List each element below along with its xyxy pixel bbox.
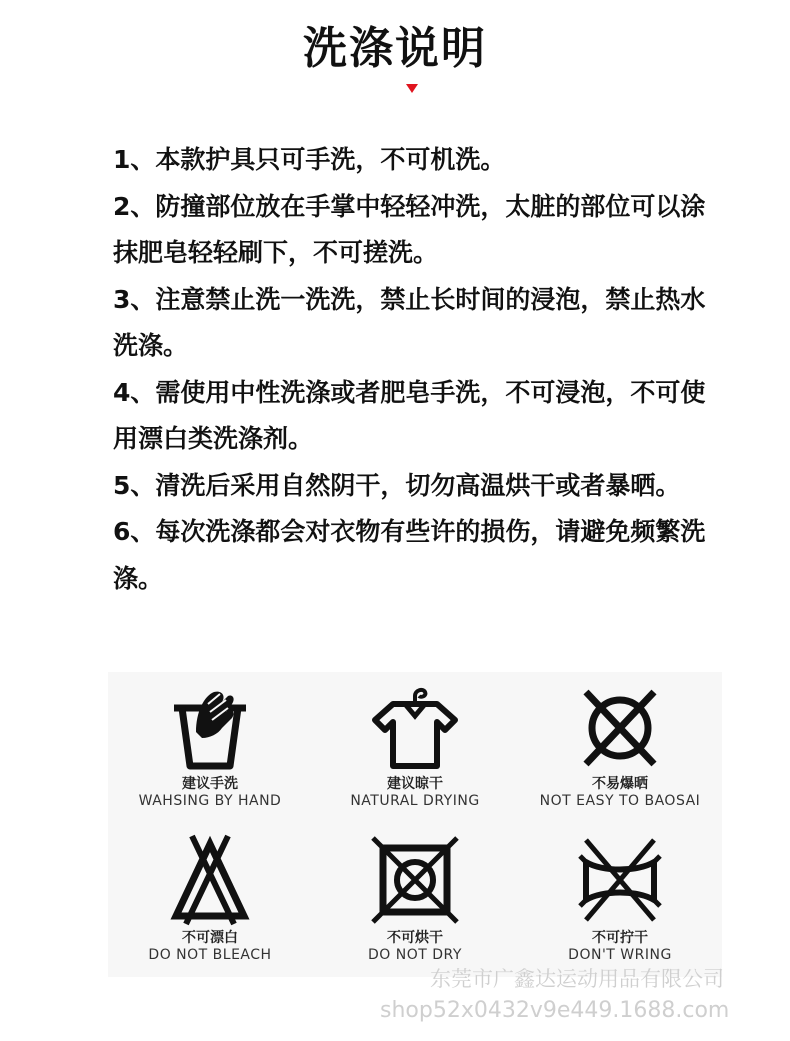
symbol-label-en: NOT EASY TO BAOSAI xyxy=(539,793,701,809)
care-symbol xyxy=(518,832,722,982)
symbol-label-en: DO NOT DRY xyxy=(368,947,462,963)
symbol-label-en: WAHSING BY HAND xyxy=(138,793,282,809)
no-bleach-icon xyxy=(162,832,258,928)
instruction-item: 4、需使用中性洗涤或者肥皂手洗，不可浸泡，不可使用漂白类洗涤剂。 xyxy=(113,377,706,453)
instruction-item: 3、注意禁止洗一洗洗，禁止长时间的浸泡，禁止热水洗涤。 xyxy=(113,284,706,360)
hand-wash-icon xyxy=(162,682,258,774)
page-title: 洗涤说明 xyxy=(303,23,487,74)
care-symbol xyxy=(313,832,517,982)
watermark-company: 东莞市广鑫达运动用品有限公司 xyxy=(430,967,724,991)
symbol-label-cn: 不可漂白 xyxy=(182,930,238,946)
care-symbol xyxy=(108,682,312,832)
symbol-label-cn: 建议晾干 xyxy=(387,776,443,792)
symbol-label-cn: 建议手洗 xyxy=(182,776,238,792)
no-wring-icon xyxy=(572,832,668,928)
symbol-label-en: NATURAL DRYING xyxy=(350,793,480,809)
instruction-item: 6、每次洗涤都会对衣物有些许的损伤，请避免频繁洗涤。 xyxy=(113,517,706,593)
symbol-label-cn: 不易爆晒 xyxy=(592,776,648,792)
care-symbols-panel xyxy=(108,672,722,977)
instruction-item: 2、防撞部位放在手掌中轻轻冲洗，太脏的部位可以涂抹肥皂轻轻刷下，不可搓洗。 xyxy=(113,191,706,267)
instruction-item: 1、本款护具只可手洗，不可机洗。 xyxy=(113,145,506,174)
hanging-shirt-icon xyxy=(367,682,463,774)
symbol-label-en: DO NOT BLEACH xyxy=(148,947,272,963)
down-triangle-icon xyxy=(406,84,418,93)
instruction-list xyxy=(113,137,723,602)
symbol-label-en: DON'T WRING xyxy=(568,947,672,963)
watermark-shop-url: shop52x0432v9e449.1688.com xyxy=(380,998,730,1023)
no-tumble-dry-icon xyxy=(367,832,463,928)
symbol-label-cn: 不可拧干 xyxy=(592,930,648,946)
care-symbol xyxy=(313,682,517,832)
care-symbol xyxy=(518,682,722,832)
care-symbol xyxy=(108,832,312,982)
crossed-circle-icon xyxy=(572,682,668,774)
instruction-item: 5、清洗后采用自然阴干，切勿高温烘干或者暴晒。 xyxy=(113,470,681,500)
symbol-label-cn: 不可烘干 xyxy=(387,930,443,946)
